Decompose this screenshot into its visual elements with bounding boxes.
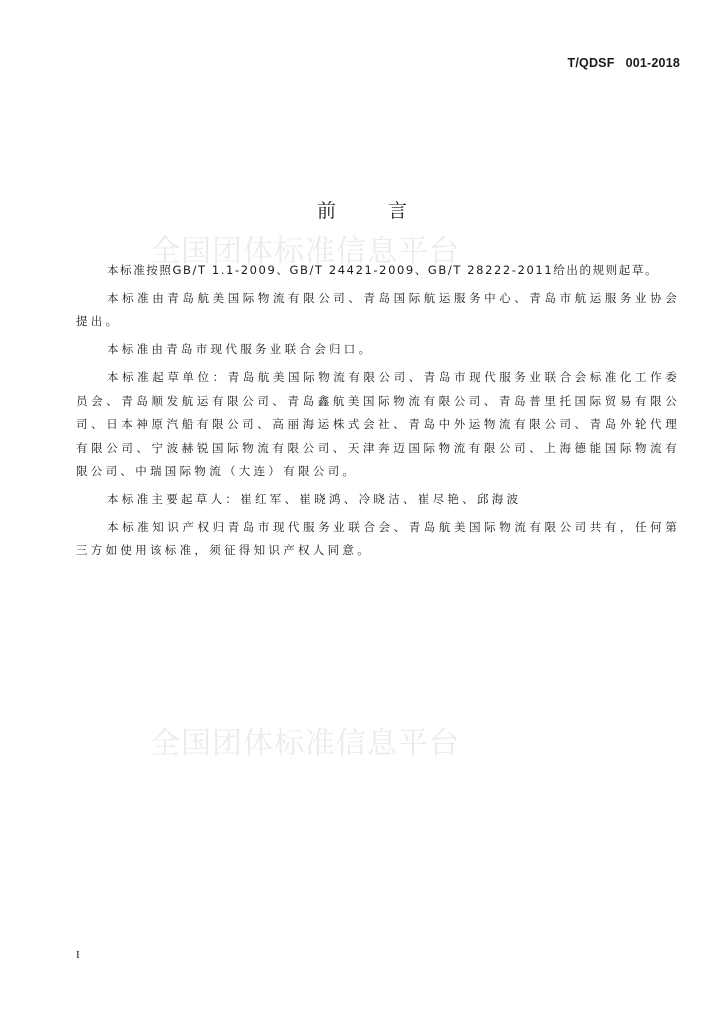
watermark-bottom: 全国团体标准信息平台	[150, 726, 460, 761]
paragraph-drafting-units: 本标准起草单位：青岛航美国际物流有限公司、青岛市现代服务业联合会标准化工作委员会、青岛顺发航运有限公司、青岛鑫航美国际物流有限公司、青岛普里托国际贸易有限公司、日本神原汽船有限公司、高丽海运株式会社、青岛中外运物流有限公司、青岛外轮代理有限公司、宁波赫锐国际物流有限公司、天津奔迈国际物流有限公司、上海德能国际物流有限公司、中瑞国际物流（大连）有限公司。	[76, 370, 680, 479]
paragraph-administrator: 本标准由青岛市现代服务业联合会归口。	[107, 342, 374, 357]
standard-code: T/QDSF 001-2018	[567, 56, 680, 70]
paragraph-proposer: 本标准由青岛航美国际物流有限公司、青岛国际航运服务中心、青岛市航运服务业协会提出。	[76, 291, 680, 329]
paragraph-intellectual-property: 本标准知识产权归青岛市现代服务业联合会、青岛航美国际物流有限公司共有，任何第三方如使用该标准，须征得知识产权人同意。	[76, 520, 680, 558]
page-number: I	[76, 949, 80, 961]
watermark-top: 全国团体标准信息平台	[150, 234, 460, 269]
paragraph-drafters: 本标准主要起草人：崔红军、崔晓鸿、冷晓洁、崔尽艳、邱海波	[107, 492, 522, 507]
foreword-body	[76, 259, 680, 567]
paragraph-drafting-rules: 本标准按照GB/T 1.1-2009、GB/T 24421-2009、GB/T 28222-2011给出的规则起草。	[107, 263, 659, 277]
section-title-foreword: 前言	[316, 200, 459, 222]
